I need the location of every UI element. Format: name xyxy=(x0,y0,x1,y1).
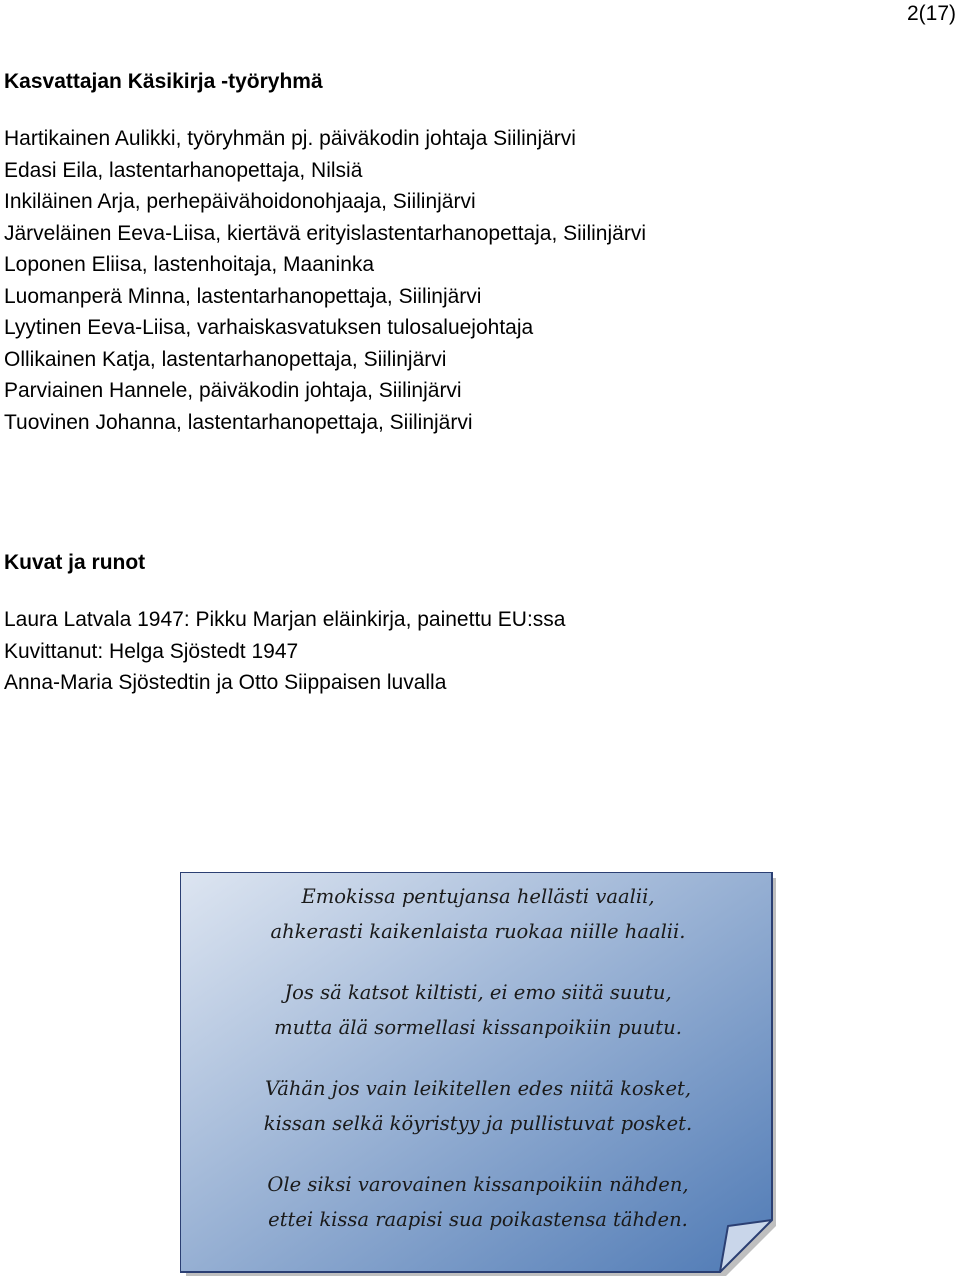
credit-line: Anna-Maria Sjöstedtin ja Otto Siippaisen luvalla xyxy=(4,671,447,694)
team-member: Luomanperä Minna, lastentarhanopettaja, Siilinjärvi xyxy=(4,284,482,308)
team-member: Ollikainen Katja, lastentarhanopettaja, Siilinjärvi xyxy=(4,347,447,371)
poem-stanza xyxy=(180,1071,776,1141)
team-member: Loponen Eliisa, lastenhoitaja, Maaninka xyxy=(4,253,375,276)
poem-line: kissan selkä köyristyy ja pullistuvat posket. xyxy=(263,1112,693,1135)
team-member: Parviainen Hannele, päiväkodin johtaja, Siilinjärvi xyxy=(4,379,462,402)
credit-line: Kuvittanut: Helga Sjöstedt 1947 xyxy=(4,639,299,663)
poem-line: ahkerasti kaikenlaista ruokaa niille haalii. xyxy=(270,920,686,943)
poem-stanza xyxy=(180,879,776,949)
poem-line: mutta älä sormellasi kissanpoikiin puutu. xyxy=(274,1016,682,1039)
team-member-list xyxy=(4,123,944,438)
team-member: Lyytinen Eeva-Liisa, varhaiskasvatuksen tulosaluejohtaja xyxy=(4,316,534,339)
credit-line: Laura Latvala 1947: Pikku Marjan eläinkirja, painettu EU:ssa xyxy=(4,608,566,631)
credits-section xyxy=(4,551,944,699)
team-heading: Kasvattajan Käsikirja -työryhmä xyxy=(4,70,323,93)
poem-note xyxy=(180,872,776,1276)
page-number: 2(17) xyxy=(906,2,956,25)
poem-stanza xyxy=(180,975,776,1045)
team-member: Edasi Eila, lastentarhanopettaja, Nilsiä xyxy=(4,158,363,182)
poem-stanza xyxy=(180,1167,776,1237)
team-member: Järveläinen Eeva-Liisa, kiertävä erityislastentarhanopettaja, Siilinjärvi xyxy=(4,221,646,245)
team-member: Tuovinen Johanna, lastentarhanopettaja, Siilinjärvi xyxy=(4,410,473,434)
team-member: Hartikainen Aulikki, työryhmän pj. päiväkodin johtaja Siilinjärvi xyxy=(4,127,576,150)
poem-line: Ole siksi varovainen kissanpoikiin nähden, xyxy=(267,1173,689,1196)
credits-list xyxy=(4,604,944,699)
poem xyxy=(180,872,776,1276)
poem-line: Jos sä katsot kiltisti, ei emo siitä suutu, xyxy=(284,981,672,1004)
poem-line: Vähän jos vain leikitellen edes niitä kosket, xyxy=(264,1077,692,1100)
poem-line: Emokissa pentujansa hellästi vaalii, xyxy=(301,885,655,908)
team-section xyxy=(4,70,944,438)
credits-heading: Kuvat ja runot xyxy=(4,551,146,574)
poem-line: ettei kissa raapisi sua poikastensa tähden. xyxy=(268,1208,688,1231)
team-member: Inkiläinen Arja, perhepäivähoidonohjaaja, Siilinjärvi xyxy=(4,190,476,213)
